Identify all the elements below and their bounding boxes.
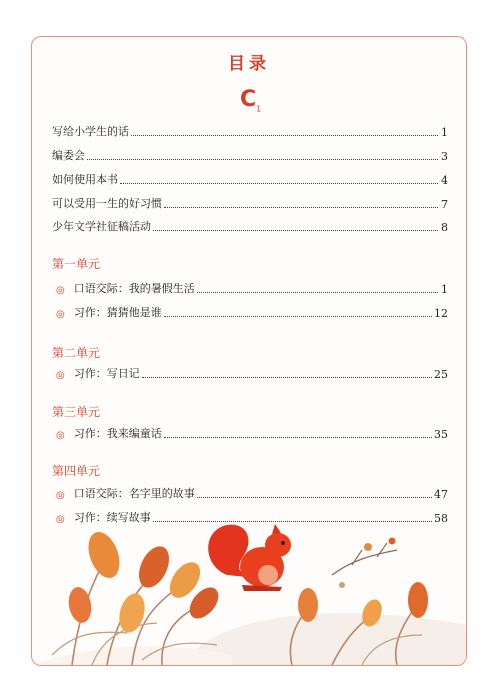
toc-entry-front[interactable] <box>52 169 448 187</box>
unit-heading: 第三单元 <box>52 405 101 419</box>
leader-dots <box>164 207 438 208</box>
entry-page: 12 <box>434 307 448 320</box>
entry-page: 8 <box>441 221 448 234</box>
toc-entry-front[interactable] <box>52 216 448 234</box>
leader-dots <box>142 377 432 378</box>
entry-label: 如何使用本书 <box>52 173 118 186</box>
entry-label: 编委会 <box>52 149 85 162</box>
entry-label: 口语交际：名字里的故事 <box>73 487 195 500</box>
leader-dots <box>197 497 432 498</box>
entry-page: 4 <box>441 174 448 187</box>
entry-page: 35 <box>434 428 448 441</box>
toc-title: 目录 <box>228 54 270 74</box>
unit-heading: 第一单元 <box>52 257 101 271</box>
toc-entry[interactable] <box>56 278 448 296</box>
entry-page: 25 <box>434 368 448 381</box>
leader-dots <box>131 135 438 136</box>
page-frame <box>31 36 467 666</box>
entry-page: 1 <box>441 283 448 296</box>
entry-page: 1 <box>441 126 448 139</box>
toc-entry-front[interactable] <box>52 193 448 211</box>
autumn-squirrel-illustration <box>32 505 466 665</box>
leader-dots <box>87 159 438 160</box>
title-mark: $C_1$ <box>240 87 262 114</box>
entry-label: 习作：猜猜他是谁 <box>73 306 162 319</box>
toc-entry[interactable] <box>56 363 448 381</box>
entry-label: 口语交际：我的暑假生活 <box>73 282 195 295</box>
bullet-icon: ◎ <box>56 285 65 296</box>
toc-entry[interactable] <box>56 302 448 320</box>
entry-page: 3 <box>441 150 448 163</box>
entry-page: 47 <box>434 488 448 501</box>
entry-label: 写给小学生的话 <box>52 125 129 138</box>
squirrel-icon <box>208 524 291 591</box>
entry-label: 少年文学社征稿活动 <box>52 220 151 233</box>
unit-heading: 第四单元 <box>52 464 101 478</box>
toc-entry[interactable] <box>56 483 448 501</box>
leader-dots <box>120 183 438 184</box>
entry-page: 58 <box>434 512 448 525</box>
leader-dots <box>197 292 438 293</box>
entry-label: 习作：写日记 <box>73 367 140 380</box>
bullet-icon: ◎ <box>56 370 65 381</box>
bullet-icon: ◎ <box>56 490 65 501</box>
bullet-icon: ◎ <box>56 430 65 441</box>
toc-entry[interactable] <box>56 423 448 441</box>
leader-dots <box>153 230 438 231</box>
toc-entry-front[interactable] <box>52 121 448 139</box>
leader-dots <box>164 316 432 317</box>
entry-label: 可以受用一生的好习惯 <box>52 197 162 210</box>
entry-page: 7 <box>441 198 448 211</box>
entry-label: 习作：我来编童话 <box>73 427 162 440</box>
bullet-icon: ◎ <box>56 514 65 525</box>
bullet-icon: ◎ <box>56 309 65 320</box>
leader-dots <box>164 437 432 438</box>
unit-heading: 第二单元 <box>52 346 101 360</box>
toc-entry-front[interactable] <box>52 145 448 163</box>
entry-label: 习作：续写故事 <box>73 511 151 524</box>
